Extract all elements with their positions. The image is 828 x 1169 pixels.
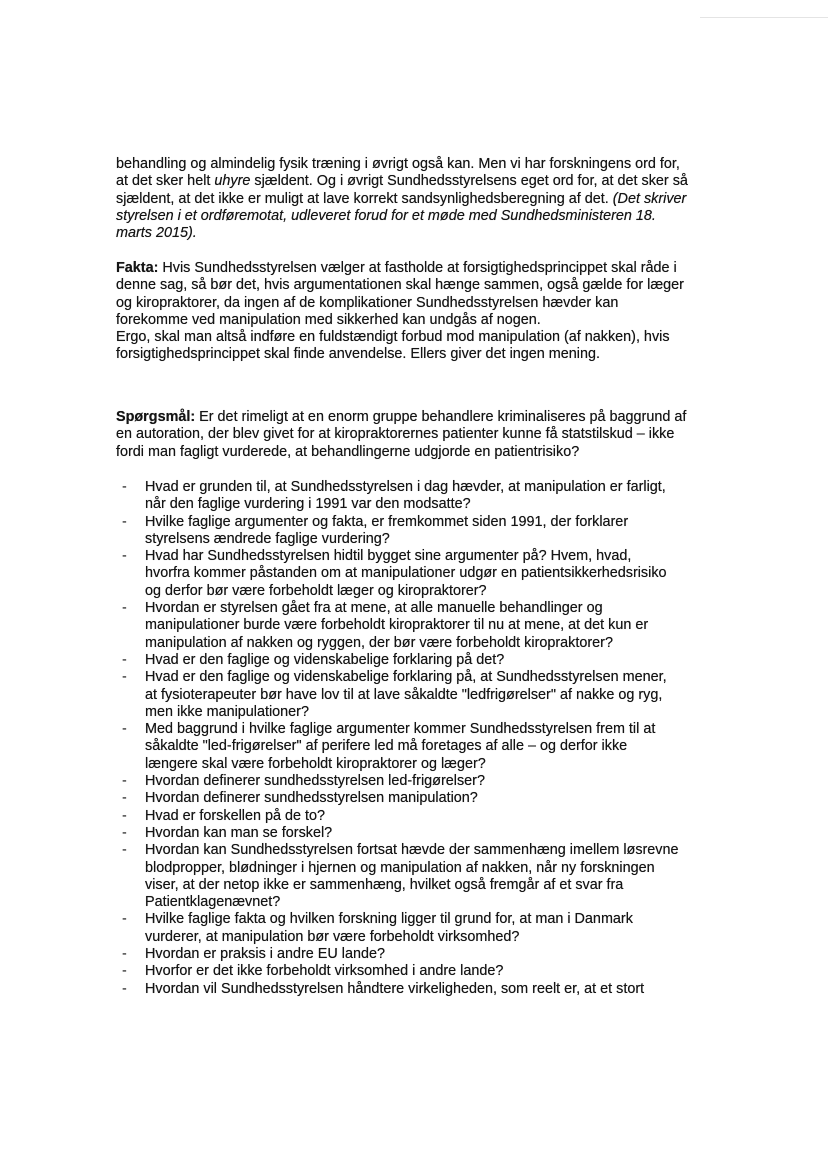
list-item: [116, 514, 679, 549]
list-item-line: hvorfra kommer påstanden om at manipulationer udgør en patientsikkerhedsrisiko: [145, 565, 667, 582]
dash-bullet-icon: -: [122, 479, 127, 495]
section-label: Spørgsmål:: [116, 409, 196, 425]
text-line: [116, 156, 688, 173]
list-item: [116, 963, 679, 980]
list-item: [116, 773, 679, 790]
text-line: [116, 277, 684, 294]
text-segment: at det sker helt: [116, 173, 215, 190]
list-item-line: Hvordan vil Sundhedsstyrelsen håndtere virkeligheden, som reelt er, at et stort: [145, 980, 645, 997]
list-item: [116, 790, 679, 807]
list-item-line: styrelsens ændrede faglige vurdering?: [145, 530, 390, 547]
list-item-line: Hvad er den faglige og videnskabelige forklaring på det?: [145, 651, 505, 668]
dash-bullet-icon: -: [122, 911, 127, 928]
text-line: [116, 295, 684, 312]
dash-bullet-icon: -: [122, 651, 127, 668]
text-segment: Hvis Sundhedsstyrelsen vælger at fastholde at forsigtighedsprincippet skal råde i: [158, 260, 677, 276]
list-item-line: Med baggrund i hvilke faglige argumenter kommer Sundhedsstyrelsen frem til at: [145, 721, 656, 738]
list-item-line: viser, at der netop ikke er sammenhæng, hvilket også fremgår af et svar fra: [145, 876, 624, 893]
list-item-line: manipulationer burde være forbeholdt kiropraktorer til nu at mene, at det kun er: [145, 617, 649, 634]
text-line: [116, 173, 688, 190]
text-line: [116, 208, 688, 225]
list-item-line: Hvordan kan Sundhedsstyrelsen fortsat hævde der sammenhæng imellem løsrevne: [145, 842, 679, 859]
dash-bullet-icon: -: [122, 600, 127, 617]
text-line: [116, 444, 686, 461]
list-item-line: manipulation af nakken og ryggen, der bør være forbeholdt kiropraktorer?: [145, 634, 613, 651]
text-segment: og kiropraktorer, da ingen af de komplikationer Sundhedsstyrelsen hævder kan: [116, 294, 619, 311]
list-item-line: når den faglige vurdering i 1991 var den modsatte?: [145, 496, 471, 513]
italic-text: (Det skriver: [612, 190, 687, 207]
list-item: [116, 548, 679, 600]
list-item-line: Hvordan definerer sundhedsstyrelsen led-frigørelser?: [145, 773, 485, 790]
text-line: [116, 426, 686, 443]
dash-bullet-icon: -: [122, 773, 127, 790]
list-item: [116, 600, 679, 652]
text-segment: denne sag, så bør det, hvis argumentationen skal hænge sammen, også gælde for læger: [116, 277, 684, 294]
list-item-line: Hvad er den faglige og videnskabelige forklaring på, at Sundhedsstyrelsen mener,: [145, 669, 667, 686]
list-item: [116, 946, 679, 963]
italic-text: uhyre: [214, 173, 251, 190]
dash-bullet-icon: -: [122, 824, 127, 841]
text-segment: Ergo, skal man altså indføre en fuldstændigt forbud mod manipulation (af nakken), hvis: [116, 329, 670, 346]
list-item-line: såkaldte "led-frigørelser" af perifere led må foretages af alle – og derfor ikke: [145, 738, 628, 755]
italic-text: marts 2015).: [116, 225, 197, 242]
text-line: [116, 191, 688, 208]
list-item-line: Hvordan definerer sundhedsstyrelsen manipulation?: [145, 790, 478, 807]
list-item-line: længere skal være forbeholdt kiropraktorer og læger?: [145, 755, 486, 772]
list-item-line: Hvordan er praksis i andre EU lande?: [145, 946, 385, 963]
text-segment: behandling og almindelig fysik træning i øvrigt også kan. Men vi har forskningens ord for,: [116, 156, 680, 172]
text-segment: sjældent. Og i øvrigt Sundhedsstyrelsens eget ord for, at det sker så: [250, 173, 688, 190]
intro-paragraph: [116, 156, 688, 242]
text-line: [116, 346, 684, 363]
text-line: [116, 225, 688, 242]
list-item-line: Hvordan er styrelsen gået fra at mene, at alle manuelle behandlinger og: [145, 600, 603, 617]
list-item: [116, 842, 679, 911]
list-item-line: Patientklagenævnet?: [145, 894, 281, 911]
dash-bullet-icon: -: [122, 513, 127, 530]
dash-bullet-icon: -: [122, 721, 127, 738]
text-line: [116, 312, 684, 329]
list-item-line: og derfor bør være forbeholdt læger og kiropraktorer?: [145, 582, 487, 599]
text-segment: en autoration, der blev givet for at kiropraktorernes patienter kunne få statstilskud – ikke: [116, 426, 675, 443]
list-item-line: Hvad er forskellen på de to?: [145, 807, 325, 824]
list-item-line: blodpropper, blødninger i hjernen og manipulation af nakken, når ny forskningen: [145, 859, 655, 876]
text-line: [116, 409, 686, 426]
list-item-line: vurderer, at manipulation bør være forbeholdt virksomhed?: [145, 928, 520, 945]
list-item-line: Hvad er grunden til, at Sundhedsstyrelsen i dag hævder, at manipulation er farligt,: [145, 479, 666, 495]
list-item: [116, 808, 679, 825]
dash-bullet-icon: -: [122, 980, 127, 997]
list-item-line: Hvilke faglige fakta og hvilken forskning ligger til grund for, at man i Danmark: [145, 911, 633, 928]
list-item: [116, 911, 679, 946]
text-segment: forekomme ved manipulation med sikkerhed kan undgås af nogen.: [116, 311, 541, 328]
text-segment: sjældent, at det ikke er muligt at lave korrekt sandsynlighedsberegning af det.: [116, 190, 613, 207]
question-paragraph: [116, 409, 686, 461]
dash-bullet-icon: -: [122, 669, 127, 686]
list-item: [116, 669, 679, 721]
list-item-line: Hvorfor er det ikke forbeholdt virksomhed i andre lande?: [145, 963, 504, 980]
list-item-line: Hvordan kan man se forskel?: [145, 824, 333, 841]
italic-text: styrelsen i et ordføremotat, udleveret forud for et møde med Sundhedsministeren 18.: [116, 207, 656, 224]
text-segment: forsigtighedsprincippet skal finde anvendelse. Ellers giver det ingen mening.: [116, 346, 600, 363]
text-line: [116, 260, 684, 277]
list-item: [116, 652, 679, 669]
list-item: [116, 479, 679, 514]
dash-bullet-icon: -: [122, 790, 127, 807]
list-item: [116, 825, 679, 842]
text-line: [116, 329, 684, 346]
dash-bullet-icon: -: [122, 842, 127, 859]
dash-bullet-icon: -: [122, 807, 127, 824]
section-label: Fakta:: [116, 260, 159, 276]
list-item: [116, 981, 679, 998]
list-item-line: Hvilke faglige argumenter og fakta, er fremkommet siden 1991, der forklarer: [145, 513, 629, 530]
list-item-line: Hvad har Sundhedsstyrelsen hidtil bygget sine argumenter på? Hvem, hvad,: [145, 548, 632, 565]
dash-bullet-icon: -: [122, 548, 127, 565]
question-list: [116, 479, 679, 998]
list-item-line: at fysioterapeuter bør have lov til at lave såkaldte "ledfrigørelser" af nakke og ryg,: [145, 686, 663, 703]
fakta-paragraph: [116, 260, 684, 364]
list-item-line: men ikke manipulationer?: [145, 703, 309, 720]
dash-bullet-icon: -: [122, 946, 127, 963]
scan-edge-line: [700, 17, 828, 18]
text-segment: Er det rimeligt at en enorm gruppe behandlere kriminaliseres på baggrund af: [195, 409, 687, 425]
list-item: [116, 721, 679, 773]
text-segment: fordi man fagligt vurderede, at behandlingerne udgjorde en patientrisiko?: [116, 443, 580, 460]
dash-bullet-icon: -: [122, 963, 127, 980]
